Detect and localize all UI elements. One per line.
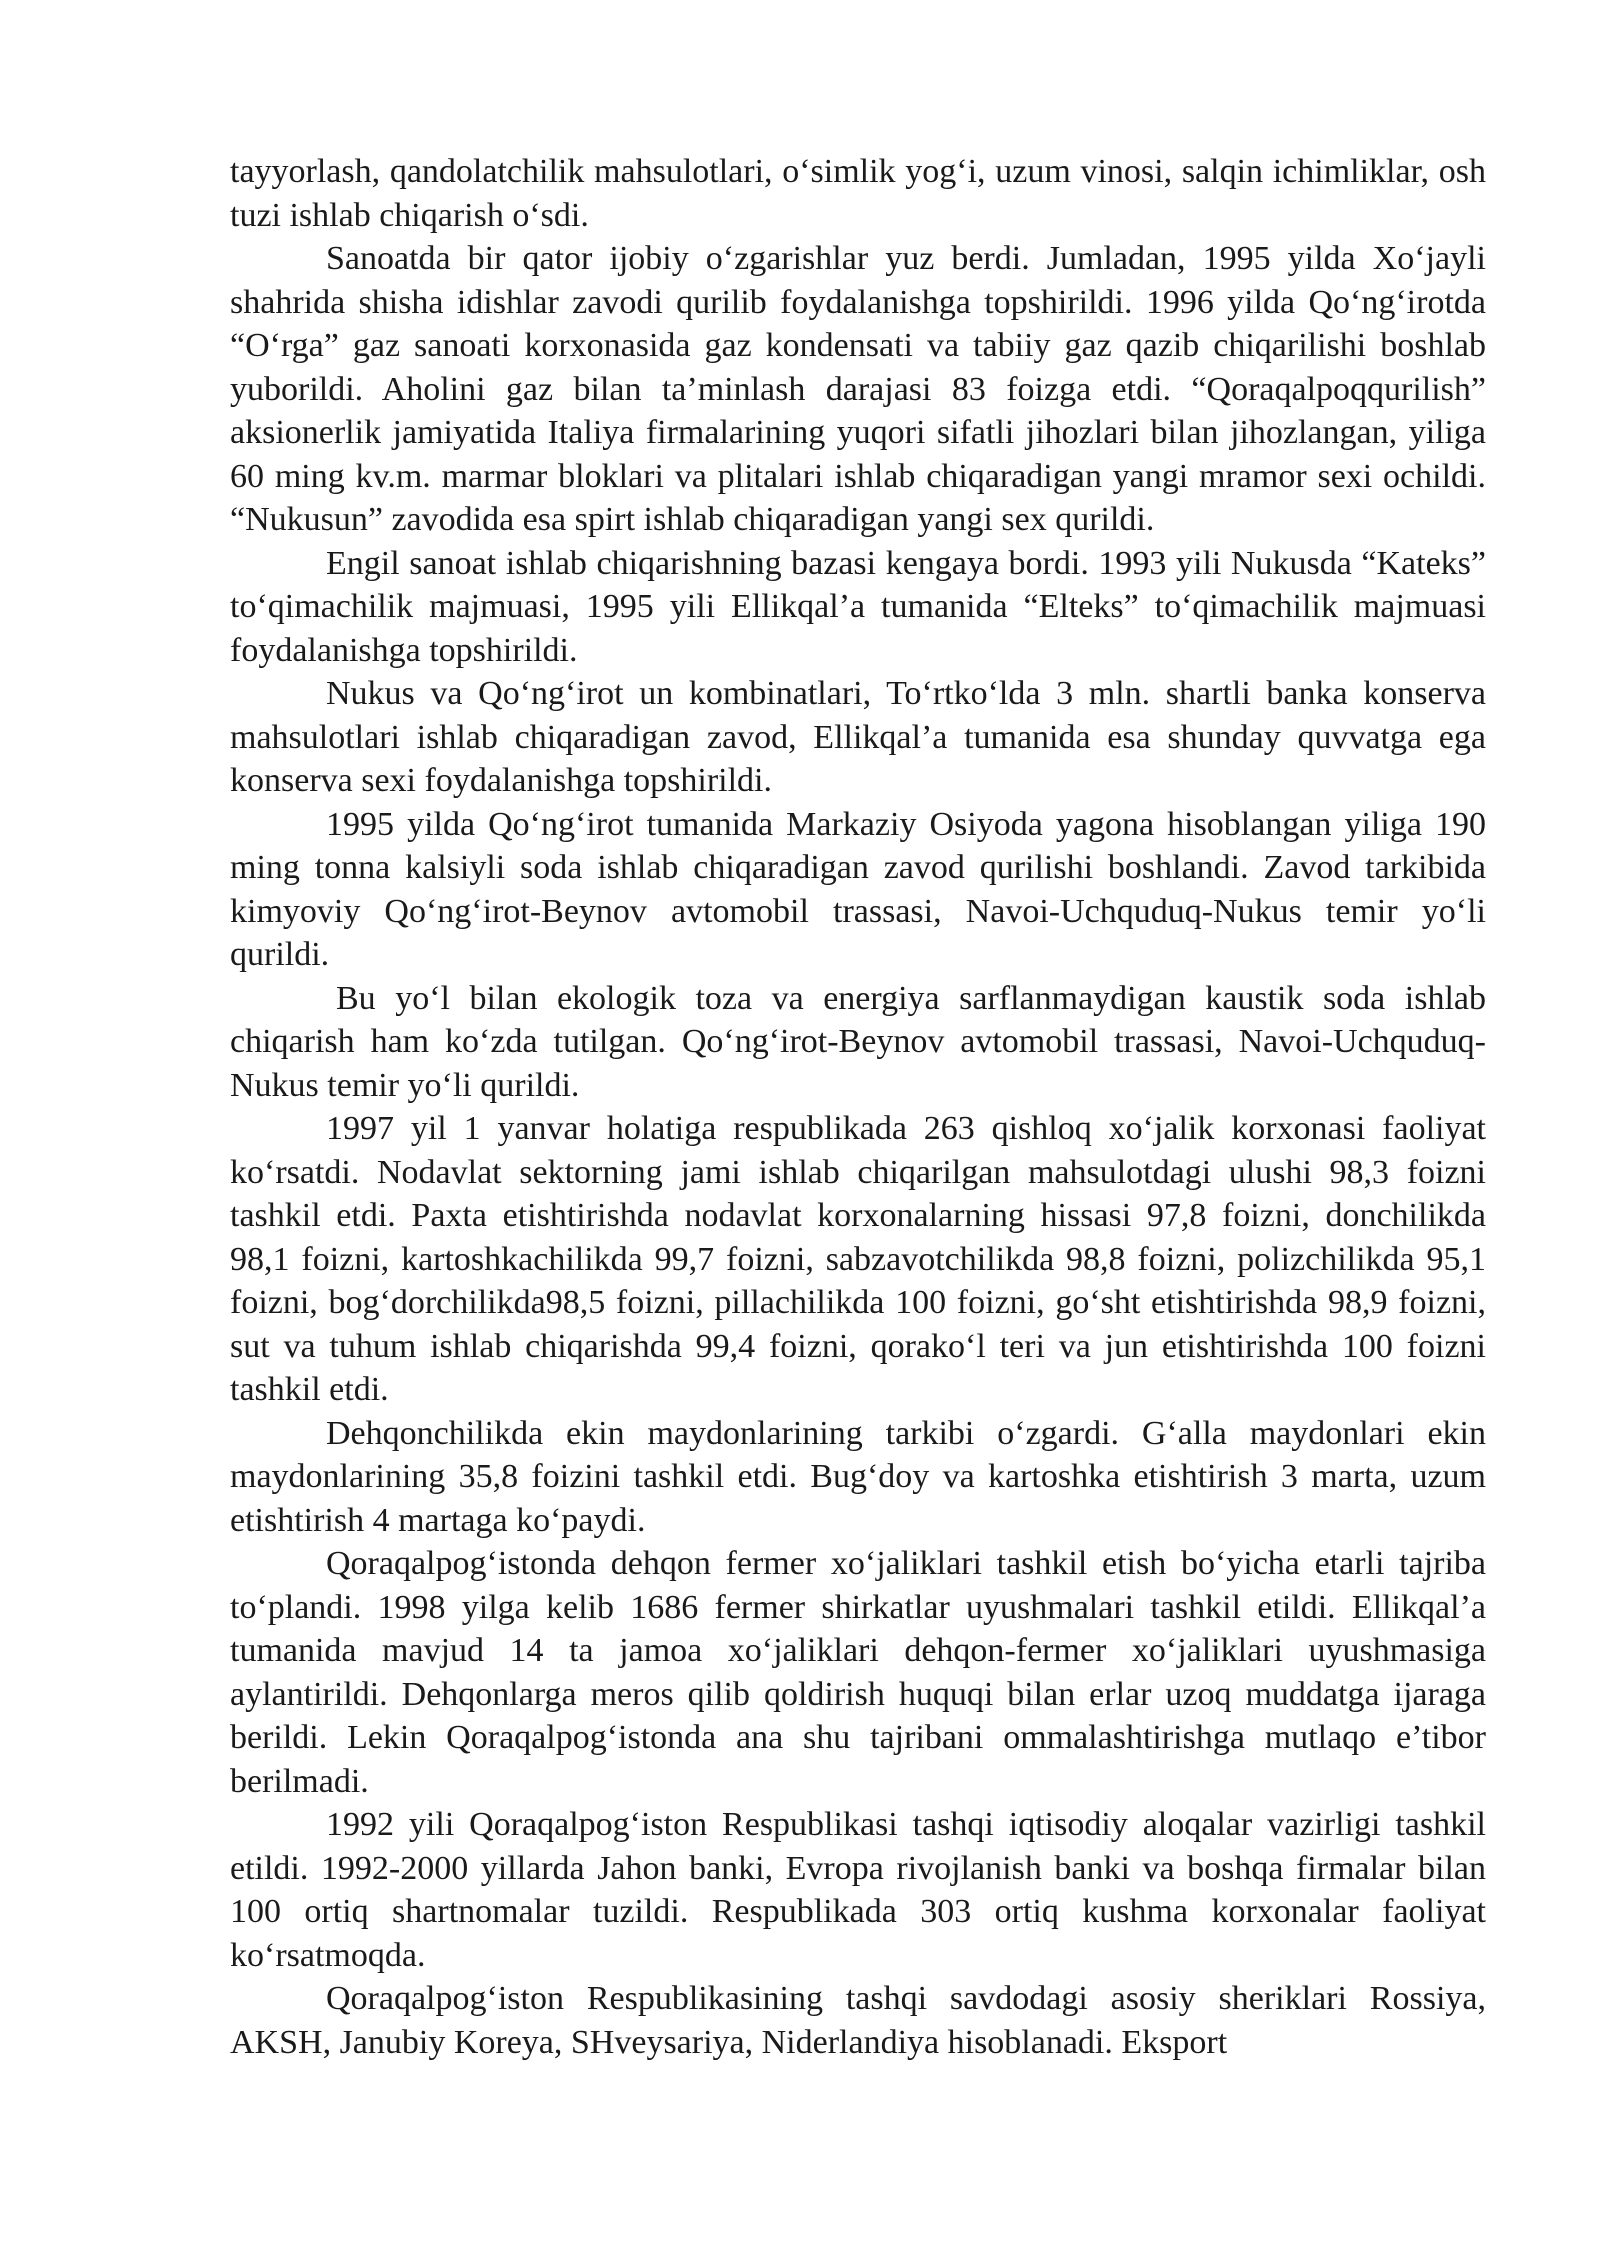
paragraph-light-industry: Engil sanoat ishlab chiqarishning bazasi kengaya bordi. 1993 yili Nukusda “Kateks” to‘qimachilik majmuasi, 1995 yili Ellikqal’a tumanida “Elteks” to‘qimachilik majmuasi foydalanishga topshirildi. (230, 544, 1486, 669)
paragraph-farmers: Qoraqalpog‘istonda dehqon fermer xo‘jaliklari tashkil etish bo‘yicha etarli tajriba to‘plandi. 1998 yilga kelib 1686 fermer shirkatlar uyushmalari tashkil etildi. Ellikqal’a tumanida mavjud 14 ta jamoa xo‘jaliklari dehqon-fermer xo‘jaliklari uyushmasiga aylantirildi. Dehqonlarga meros qilib qoldirish huquqi bilan erlar uzoq muddatga ijaraga berildi. Lekin Qoraqalpog‘istonda ana shu tajribani ommalashtirishga mutlaqo e’tibor berilmadi. (230, 1545, 1486, 1800)
paragraph-continuation: tayyorlash, qandolatchilik mahsulotlari, o‘simlik yog‘i, uzum vinosi, salqin ichimliklar, osh tuzi ishlab chiqarish o‘sdi. (230, 153, 1486, 234)
paragraph-caustic-soda: Bu yo‘l bilan ekologik toza va energiya sarflanmaydigan kaustik soda ishlab chiqarish ham ko‘zda tutilgan. Qo‘ng‘irot-Beynov avtomobil trassasi, Navoi-Uchquduq-Nukus temir yo‘li qurildi. (230, 979, 1486, 1104)
paragraph-crop-areas: Dehqonchilikda ekin maydonlarining tarkibi o‘zgardi. G‘alla maydonlari ekin maydonlarining 35,8 foizini tashkil etdi. Bug‘doy va kartoshka etishtirish 3 marta, uzum etishtirish 4 martaga ko‘paydi. (230, 1414, 1486, 1539)
paragraph-flour-mills: Nukus va Qo‘ng‘irot un kombinatlari, To‘rtko‘lda 3 mln. shartli banka konserva mahsulotlari ishlab chiqaradigan zavod, Ellikqal’a tumanida esa shunday quvvatga ega konserva sexi foydalanishga topshirildi. (230, 675, 1486, 799)
paragraph-industry-changes: Sanoatda bir qator ijobiy o‘zgarishlar yuz berdi. Jumladan, 1995 yilda Xo‘jayli shahrida shisha idishlar zavodi qurilib foydalanishga topshirildi. 1996 yilda Qo‘ng‘irotda “O‘rga” gaz sanoati korxonasida gaz kondensati va tabiiy gaz qazib chiqarilishi boshlab yuborildi. Aholini gaz bilan ta’minlash darajasi 83 foizga etdi. “Qoraqalpoqqurilish” aksionerlik jamiyatida Italiya firmalarining yuqori sifatli jihozlari bilan jihozlangan, yiliga 60 ming kv.m. marmar bloklari va plitalari ishlab chiqaradigan yangi mramor sexi ochildi. “Nukusun” zavodida esa spirt ishlab chiqaradigan yangi sex qurildi. (230, 240, 1486, 538)
paragraph-soda-plant: 1995 yilda Qo‘ng‘irot tumanida Markaziy Osiyoda yagona hisoblangan yiliga 190 ming tonna kalsiyli soda ishlab chiqaradigan zavod qurilishi boshlandi. Zavod tarkibida kimyoviy Qo‘ng‘irot-Beynov avtomobil trassasi, Navoi-Uchquduq-Nukus temir yo‘li qurildi. (230, 805, 1486, 973)
paragraph-trade-partners: Qoraqalpog‘iston Respublikasining tashqi savdodagi asosiy sheriklari Rossiya, AKSH, Janubiy Koreya, SHveysariya, Niderlandiya hisoblanadi. Eksport (230, 1980, 1486, 2061)
paragraph-foreign-relations: 1992 yili Qoraqalpog‘iston Respublikasi tashqi iqtisodiy aloqalar vazirligi tashkil etildi. 1992-2000 yillarda Jahon banki, Evropa rivojlanish banki va boshqa firmalar bilan 100 ortiq shartnomalar tuzildi. Respublikada 303 ortiq kushma korxonalar faoliyat ko‘rsatmoqda. (230, 1806, 1486, 1974)
document-page (230, 150, 1486, 2064)
paragraph-agriculture-1997: 1997 yil 1 yanvar holatiga respublikada 263 qishloq xo‘jalik korxonasi faoliyat ko‘rsatdi. Nodavlat sektorning jami ishlab chiqarilgan mahsulotdagi ulushi 98,3 foizni tashkil etdi. Paxta etishtirishda nodavlat korxonalarning hissasi 97,8 foizni, donchilikda 98,1 foizni, kartoshkachilikda 99,7 foizni, sabzavotchilikda 98,8 foizni, polizchilikda 95,1 foizni, bog‘dorchilikda98,5 foizni, pillachilikda 100 foizni, go‘sht etishtirishda 98,9 foizni, sut va tuhum ishlab chiqarishda 99,4 foizni, qorako‘l teri va jun etishtirishda 100 foizni tashkil etdi. (230, 1110, 1486, 1408)
